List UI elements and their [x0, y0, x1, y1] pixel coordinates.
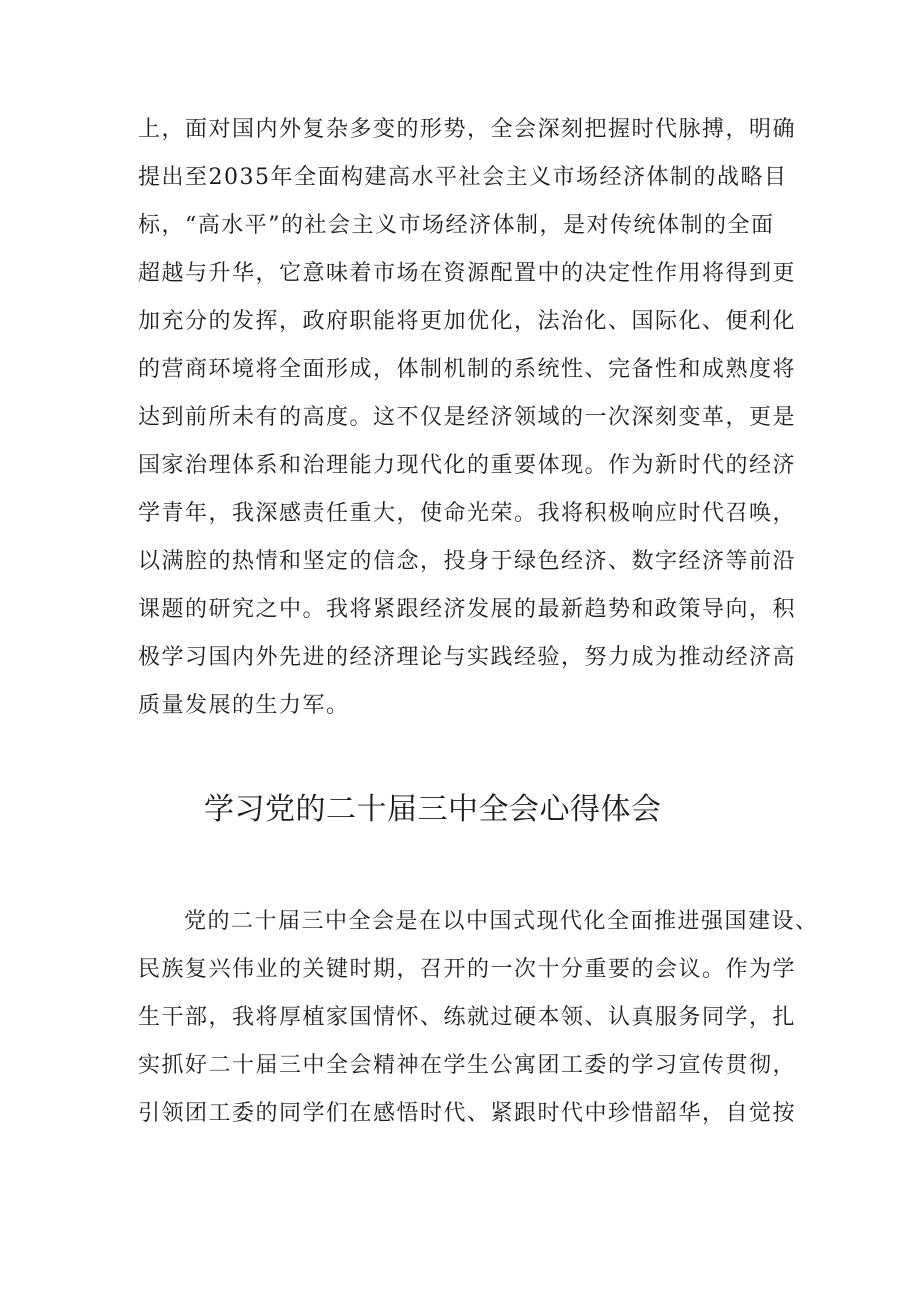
paragraph-2-line-1: 党的二十届三中全会是在以中国式现代化全面推进强国建设、: [184, 909, 819, 934]
paragraph-2-line-5: 引领团工委的同学们在感悟时代、紧跟时代中珍惜韶华，自觉按: [138, 1101, 797, 1126]
paragraph-1-line-12: 极学习国内外先进的经济理论与实践经验，努力成为推动经济高: [138, 645, 797, 670]
paragraph-1-line-8: 国家治理体系和治理能力现代化的重要体现。作为新时代的经济: [138, 453, 797, 478]
paragraph-1-line-5: 加充分的发挥，政府职能将更加优化，法治化、国际化、便利化: [138, 309, 797, 334]
paragraph-1-line-4: 超越与升华，它意味着市场在资源配置中的决定性作用将得到更: [138, 261, 797, 286]
paragraph-2-line-4: 实抓好二十届三中全会精神在学生公寓团工委的学习宣传贯彻，: [138, 1053, 797, 1078]
paragraph-2-line-2: 民族复兴伟业的关键时期，召开的一次十分重要的会议。作为学: [138, 957, 797, 982]
paragraph-1-line-1: 上，面对国内外复杂多变的形势，全会深刻把握时代脉搏，明确: [138, 117, 797, 142]
paragraph-1-line-13: 质量发展的生力军。: [138, 693, 350, 718]
paragraph-1-line-3: 标，“高水平”的社会主义市场经济体制，是对传统体制的全面: [138, 213, 775, 238]
section-title: 学习党的二十届三中全会心得体会: [204, 792, 662, 827]
paragraph-1-line-7: 达到前所未有的高度。这不仅是经济领域的一次深刻变革，更是: [138, 405, 797, 430]
paragraph-2-line-3: 生干部，我将厚植家国情怀、练就过硬本领、认真服务同学，扎: [138, 1005, 797, 1030]
paragraph-1-line-10: 以满腔的热情和坚定的信念，投身于绿色经济、数字经济等前沿: [138, 549, 797, 574]
paragraph-1-line-2: 提出至2035年全面构建高水平社会主义市场经济体制的战略目: [138, 165, 788, 190]
paragraph-1-line-9: 学青年，我深感责任重大，使命光荣。我将积极响应时代召唤，: [138, 501, 797, 526]
paragraph-1-line-11: 课题的研究之中。我将紧跟经济发展的最新趋势和政策导向，积: [138, 597, 797, 622]
paragraph-1-line-6: 的营商环境将全面形成，体制机制的系统性、完备性和成熟度将: [138, 357, 797, 382]
